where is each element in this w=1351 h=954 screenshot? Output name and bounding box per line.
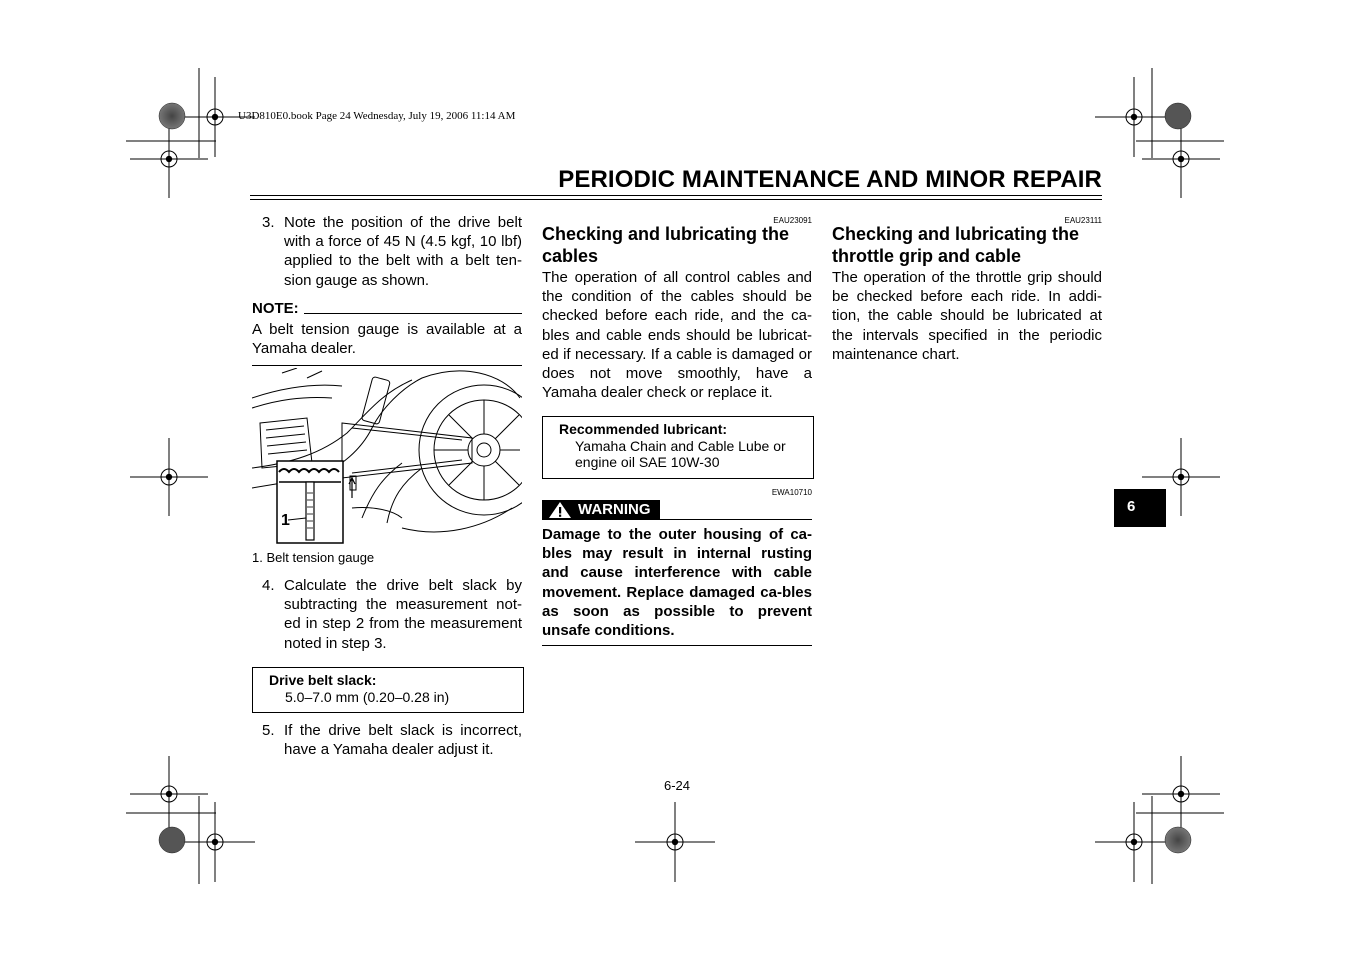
- spec-box-value: 5.0–7.0 mm (0.20–0.28 in): [285, 688, 450, 705]
- recommended-lubricant-box: [542, 416, 814, 479]
- title-rule-thick: [250, 195, 1102, 196]
- throttle-paragraph: The operation of the throttle grip should be checked before each ride. In addi-tion, the cable should be lubricated at the intervals specified in the periodic maintenance chart.: [832, 269, 1102, 363]
- heading-throttle: Checking and lubricating the throttle grip and cable: [832, 224, 1080, 266]
- lube-box-heading: Recommended lubricant:: [559, 421, 728, 437]
- note-rule: [304, 313, 522, 314]
- page-number: 6-24: [664, 778, 691, 793]
- cables-paragraph: The operation of all control cables and the condition of the cables should be checked before each ride, and the ca-bles and cable ends should be lubricat-ed if necessary. If a cable is damaged or does not move smoothly, have a Yamaha dealer check or replace it.: [542, 269, 812, 402]
- warning-badge: [542, 500, 660, 520]
- title-rule-thin: [250, 199, 1102, 200]
- heading-cables: Checking and lubricating the cables: [542, 224, 790, 266]
- figure-caption: 1. Belt tension gauge: [252, 550, 375, 565]
- chapter-tab: [1114, 489, 1166, 527]
- warning-code: EWA10710: [771, 488, 812, 497]
- lube-box-line-1: Yamaha Chain and Cable Lube or: [575, 437, 786, 454]
- step-4-text: Calculate the drive belt slack by subtracting the measurement not-ed in step 2 from the measurement noted in step 3.: [284, 577, 522, 652]
- chapter-tab-number: 6: [1127, 498, 1136, 515]
- lube-box-line-2: engine oil SAE 10W-30: [575, 454, 720, 470]
- warning-label: WARNING: [578, 501, 651, 518]
- note-end-rule: [252, 365, 522, 366]
- warning-end-rule: [542, 645, 812, 646]
- warning-triangle-icon: [548, 501, 572, 519]
- step-3-text: Note the position of the drive belt with a force of 45 N (4.5 kgf, 10 lbf) applied to the belt with a belt ten-sion gauge as shown.: [284, 214, 522, 289]
- page-title: PERIODIC MAINTENANCE AND MINOR REPAIR: [558, 166, 1102, 193]
- step-4-number: 4.: [262, 577, 275, 594]
- warning-rule: [660, 519, 812, 520]
- step-3-number: 3.: [262, 214, 275, 231]
- warning-text: Damage to the outer housing of ca-bles may result in internal rusting and cause interference with cable movement. Replace damaged ca-bles as soon as possible to prevent unsafe conditions.: [542, 526, 812, 640]
- step-5: [262, 721, 522, 759]
- spec-box-heading: Drive belt slack:: [269, 672, 377, 688]
- drive-belt-illustration: [252, 368, 522, 544]
- note-text: A belt tension gauge is available at a Yamaha dealer.: [252, 321, 522, 358]
- step-4: [262, 576, 522, 653]
- note-label: NOTE:: [252, 300, 299, 317]
- figure-callout-1: 1: [281, 512, 290, 529]
- section-code-cables: EAU23091: [773, 216, 812, 225]
- section-code-throttle: EAU23111: [1064, 216, 1102, 225]
- book-info-line: U3D810E0.book Page 24 Wednesday, July 19, 2006 11:14 AM: [238, 110, 516, 122]
- step-5-number: 5.: [262, 722, 275, 739]
- step-3: [262, 213, 522, 290]
- step-5-text: If the drive belt slack is incorrect, have a Yamaha dealer adjust it.: [284, 722, 522, 759]
- drive-belt-slack-spec-box: [252, 667, 524, 713]
